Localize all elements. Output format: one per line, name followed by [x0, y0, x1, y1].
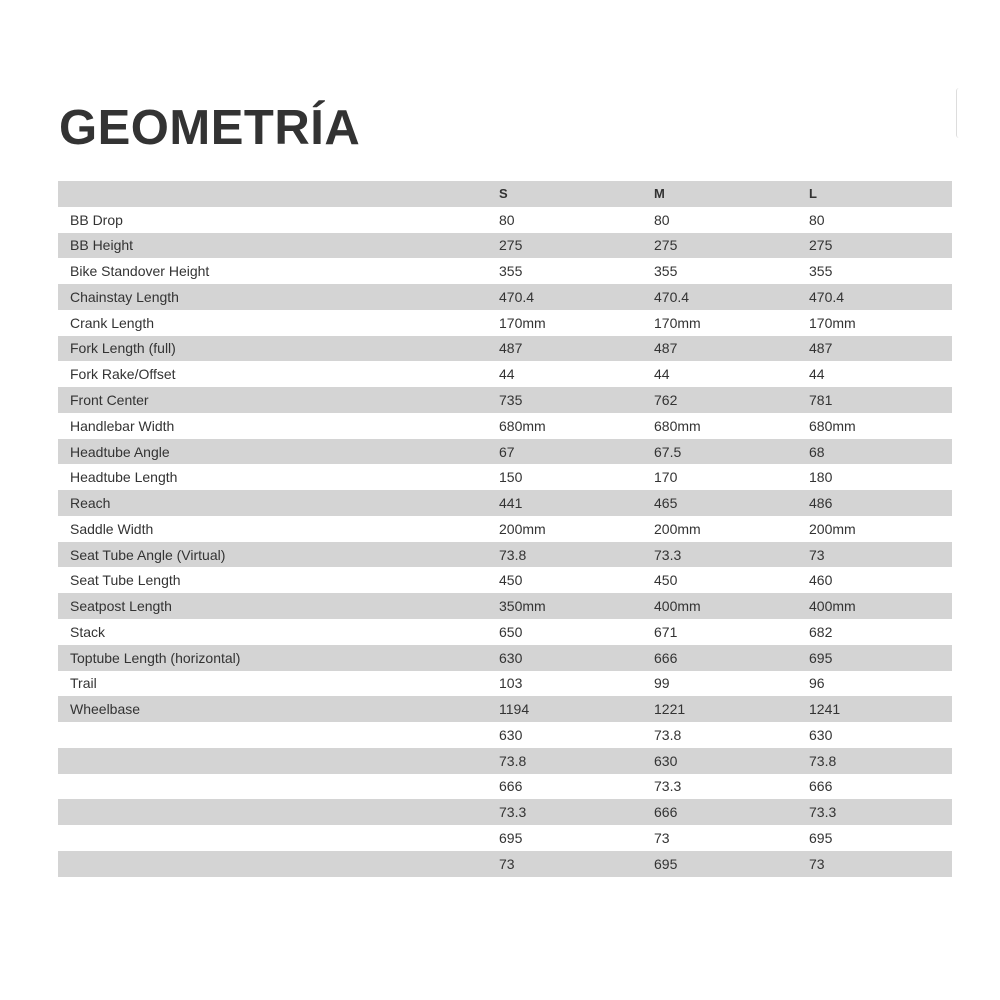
- value-l: 781: [798, 387, 952, 413]
- table-header-row: [58, 181, 952, 207]
- value-l: 666: [798, 774, 952, 800]
- value-l: 487: [798, 336, 952, 362]
- table-row: [58, 361, 952, 387]
- value-l: 400mm: [798, 593, 952, 619]
- value-s: 350mm: [488, 593, 643, 619]
- value-l: 486: [798, 490, 952, 516]
- value-l: 73.3: [798, 799, 952, 825]
- value-s: 441: [488, 490, 643, 516]
- table-row: [58, 696, 952, 722]
- row-label: Seat Tube Length: [58, 567, 488, 593]
- value-l: 470.4: [798, 284, 952, 310]
- value-m: 666: [643, 799, 798, 825]
- row-label: Seatpost Length: [58, 593, 488, 619]
- table-row: [58, 439, 952, 465]
- value-m: 695: [643, 851, 798, 877]
- value-l: 275: [798, 233, 952, 259]
- value-s: 150: [488, 464, 643, 490]
- value-s: 170mm: [488, 310, 643, 336]
- value-s: 73: [488, 851, 643, 877]
- value-s: 487: [488, 336, 643, 362]
- value-m: 450: [643, 567, 798, 593]
- row-label: [58, 799, 488, 825]
- value-m: 200mm: [643, 516, 798, 542]
- value-m: 470.4: [643, 284, 798, 310]
- row-label: Headtube Length: [58, 464, 488, 490]
- value-l: 682: [798, 619, 952, 645]
- value-m: 73.8: [643, 722, 798, 748]
- value-l: 200mm: [798, 516, 952, 542]
- value-m: 170: [643, 464, 798, 490]
- row-label: [58, 748, 488, 774]
- value-s: 355: [488, 258, 643, 284]
- value-s: 73.8: [488, 542, 643, 568]
- value-s: 80: [488, 207, 643, 233]
- value-m: 170mm: [643, 310, 798, 336]
- value-l: 355: [798, 258, 952, 284]
- value-m: 630: [643, 748, 798, 774]
- row-label: Crank Length: [58, 310, 488, 336]
- value-s: 275: [488, 233, 643, 259]
- value-m: 44: [643, 361, 798, 387]
- value-m: 73.3: [643, 774, 798, 800]
- row-label: Saddle Width: [58, 516, 488, 542]
- value-l: 73.8: [798, 748, 952, 774]
- value-s: 630: [488, 645, 643, 671]
- row-label: Reach: [58, 490, 488, 516]
- column-header-m: M: [643, 181, 798, 207]
- table-row: [58, 619, 952, 645]
- row-label: Headtube Angle: [58, 439, 488, 465]
- value-l: 80: [798, 207, 952, 233]
- table-row: [58, 774, 952, 800]
- edge-divider: [956, 88, 960, 138]
- table-row: [58, 851, 952, 877]
- table-row: [58, 387, 952, 413]
- page-title: GEOMETRÍA: [59, 101, 361, 155]
- table-row: [58, 336, 952, 362]
- table-row: [58, 207, 952, 233]
- value-l: 460: [798, 567, 952, 593]
- value-s: 680mm: [488, 413, 643, 439]
- table-row: [58, 490, 952, 516]
- table-row: [58, 284, 952, 310]
- row-label: Fork Length (full): [58, 336, 488, 362]
- value-m: 400mm: [643, 593, 798, 619]
- row-label: Seat Tube Angle (Virtual): [58, 542, 488, 568]
- value-s: 103: [488, 671, 643, 697]
- value-l: 68: [798, 439, 952, 465]
- value-m: 487: [643, 336, 798, 362]
- value-l: 73: [798, 542, 952, 568]
- value-l: 170mm: [798, 310, 952, 336]
- column-header-s: S: [488, 181, 643, 207]
- row-label: Trail: [58, 671, 488, 697]
- table-row: [58, 542, 952, 568]
- value-m: 671: [643, 619, 798, 645]
- row-label: Stack: [58, 619, 488, 645]
- value-s: 695: [488, 825, 643, 851]
- value-s: 650: [488, 619, 643, 645]
- value-m: 680mm: [643, 413, 798, 439]
- table-row: [58, 671, 952, 697]
- table-row: [58, 799, 952, 825]
- table-row: [58, 825, 952, 851]
- value-l: 680mm: [798, 413, 952, 439]
- row-label: Toptube Length (horizontal): [58, 645, 488, 671]
- value-s: 1194: [488, 696, 643, 722]
- row-label: Bike Standover Height: [58, 258, 488, 284]
- value-s: 666: [488, 774, 643, 800]
- table-row: [58, 593, 952, 619]
- table-row: [58, 258, 952, 284]
- value-s: 450: [488, 567, 643, 593]
- value-s: 735: [488, 387, 643, 413]
- row-label: Fork Rake/Offset: [58, 361, 488, 387]
- value-m: 73: [643, 825, 798, 851]
- value-s: 73.3: [488, 799, 643, 825]
- value-m: 67.5: [643, 439, 798, 465]
- value-m: 666: [643, 645, 798, 671]
- value-l: 1241: [798, 696, 952, 722]
- table-row: [58, 413, 952, 439]
- row-label: [58, 774, 488, 800]
- value-s: 44: [488, 361, 643, 387]
- value-m: 73.3: [643, 542, 798, 568]
- row-label: BB Height: [58, 233, 488, 259]
- value-s: 200mm: [488, 516, 643, 542]
- value-l: 695: [798, 645, 952, 671]
- row-label: [58, 722, 488, 748]
- value-l: 695: [798, 825, 952, 851]
- column-header-l: L: [798, 181, 952, 207]
- row-label: Front Center: [58, 387, 488, 413]
- row-label: Wheelbase: [58, 696, 488, 722]
- value-s: 67: [488, 439, 643, 465]
- table-row: [58, 567, 952, 593]
- value-m: 275: [643, 233, 798, 259]
- value-m: 465: [643, 490, 798, 516]
- table-row: [58, 748, 952, 774]
- value-s: 470.4: [488, 284, 643, 310]
- value-l: 44: [798, 361, 952, 387]
- row-label: [58, 825, 488, 851]
- value-l: 630: [798, 722, 952, 748]
- table-row: [58, 310, 952, 336]
- table-body: [58, 207, 952, 877]
- geometry-table: [58, 181, 952, 877]
- table-row: [58, 233, 952, 259]
- value-m: 355: [643, 258, 798, 284]
- column-header-label: [58, 181, 488, 207]
- value-s: 73.8: [488, 748, 643, 774]
- table-row: [58, 464, 952, 490]
- value-l: 180: [798, 464, 952, 490]
- value-m: 1221: [643, 696, 798, 722]
- row-label: Chainstay Length: [58, 284, 488, 310]
- value-l: 73: [798, 851, 952, 877]
- table-row: [58, 722, 952, 748]
- value-l: 96: [798, 671, 952, 697]
- table-row: [58, 645, 952, 671]
- table-row: [58, 516, 952, 542]
- row-label: [58, 851, 488, 877]
- row-label: BB Drop: [58, 207, 488, 233]
- value-m: 80: [643, 207, 798, 233]
- value-m: 762: [643, 387, 798, 413]
- value-s: 630: [488, 722, 643, 748]
- row-label: Handlebar Width: [58, 413, 488, 439]
- value-m: 99: [643, 671, 798, 697]
